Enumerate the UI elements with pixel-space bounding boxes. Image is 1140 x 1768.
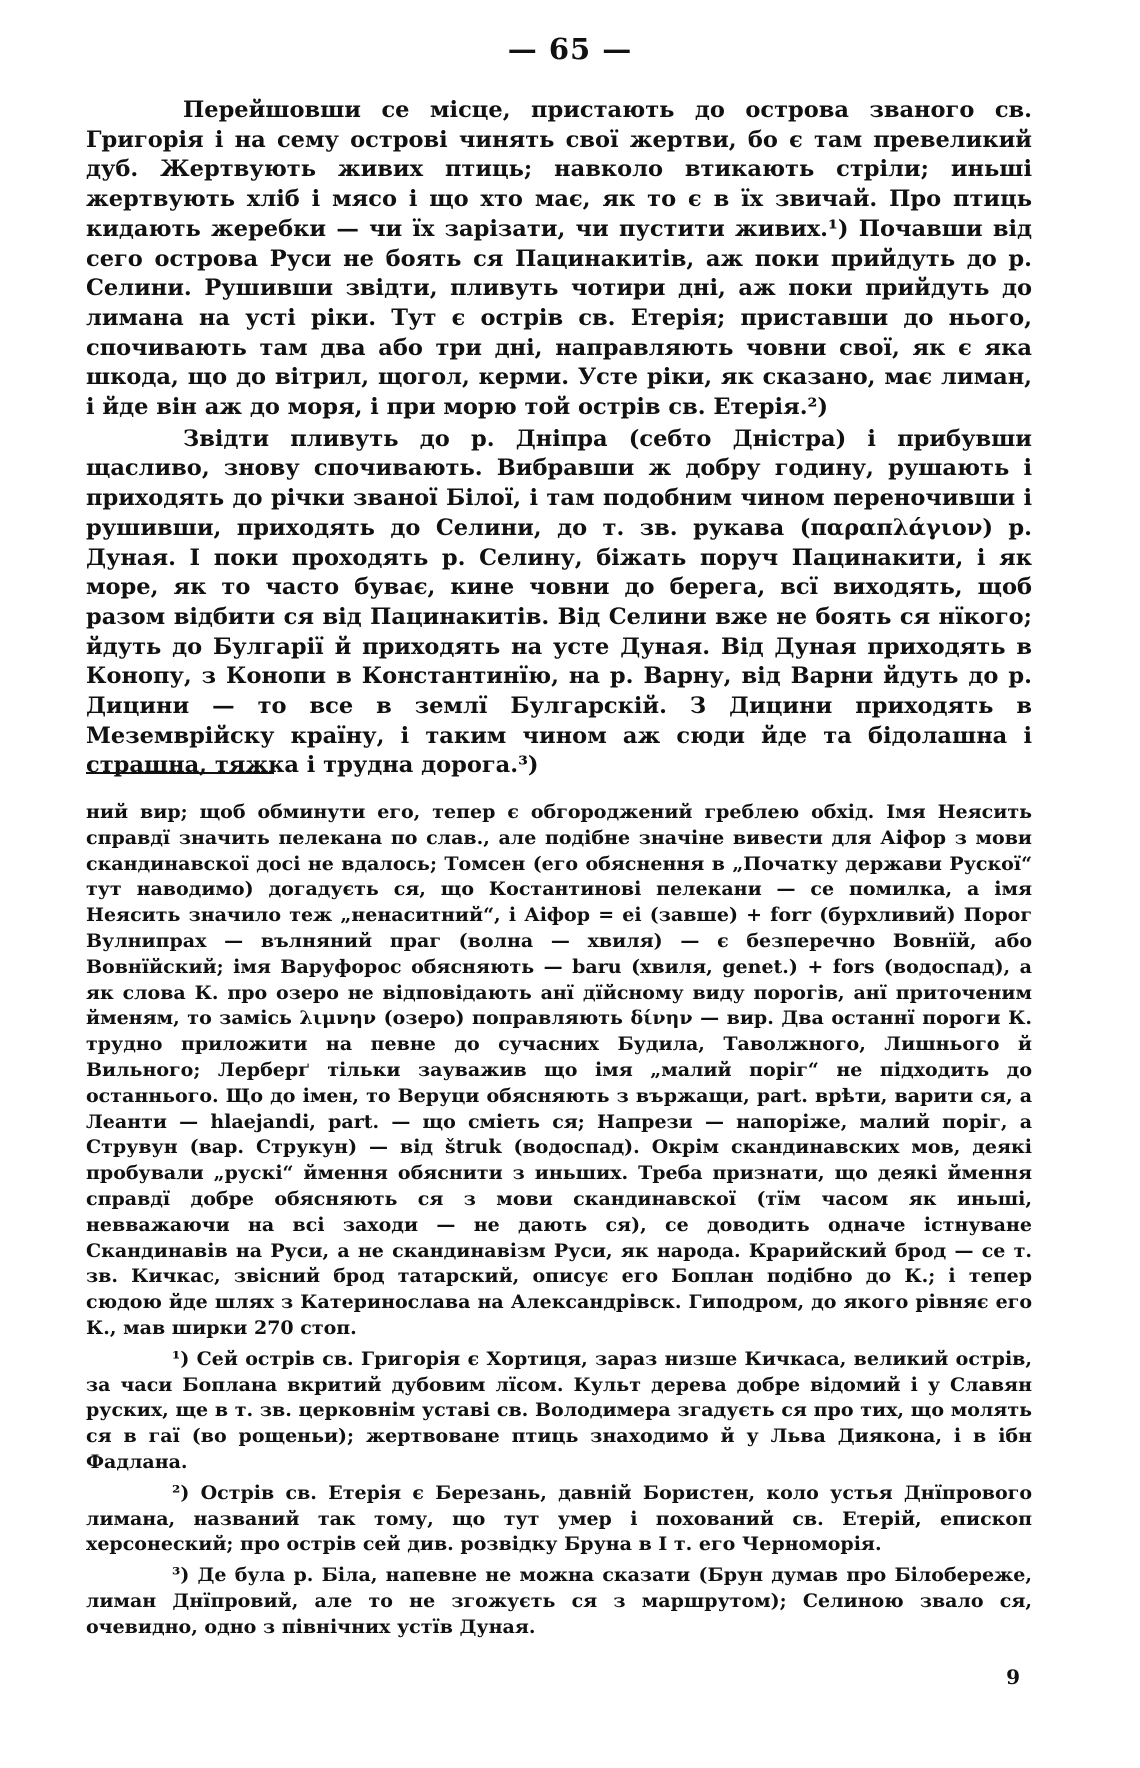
signature-mark: 9 xyxy=(1006,1665,1020,1689)
main-paragraph-1: Перейшовши се місце, пристають до острова званого св. Григорія і на сему острові чинять свої жертви, бо є там превеликий дуб. Жертвують живих птиць; навколо втикають стріли; иньші жертвують хліб і мясо і що хто має, як то є в їх звичай. Про птиць кидають жеребки — чи їх зарізати, чи пустити живих.¹) Почавши від сего острова Руси не боять ся Пацинакитів, аж поки прийдуть до р. Селини. Рушивши звідти, пливуть чотири дні, аж поки прийдуть до лимана на усті ріки. Тут є острів св. Етерія; приставши до нього, спочивають там два або три дні, направляють човни свої, як є яка шкода, що до вітрил, щогол, керми. Усте ріки, як сказано, має лиман, і йде він аж до моря, і при морю той острів св. Етерія.²) xyxy=(86,97,1032,421)
footnote-separator xyxy=(86,772,274,774)
footnote-2: ²) Острів св. Етерія є Березань, давній Бористен, коло устья Днїпрового лимана, названий так тому, що тут умер і похований св. Етерій, епископ херсонеский; про острів сей див. розвідку Бруна в І т. его Черноморія. xyxy=(86,1481,1032,1556)
footnote-1: ¹) Сей острів св. Григорія є Хортиця, зараз низше Кичкаса, великий острів, за часи Боплана вкритий дубовим лїсом. Культ дерева добре відомий і у Славян руских, ще в т. зв. церковнім уставі св. Володимера згадуєть ся про тих, що молять ся в гаї (во рощеньи); жертвоване птиць знаходимо й у Льва Диякона, і в ібн Фадлана. xyxy=(86,1347,1032,1473)
footnote-3: ³) Де була р. Біла, напевне не можна сказати (Брун думав про Білобереже, лиман Днїпровий, але то не згожуєть ся з маршрутом); Селиною звало ся, очевидно, одно з північних устїв Дуная. xyxy=(86,1564,1032,1638)
footnote-continuation: ний вир; щоб обминути его, тепер є обгороджений греблею обхід. Імя Неясить справдї значить пелекана по слав., але подібне значіне вивести для Аіфор з мови скандинавскої досі нe вдалось; Томсен (его обяснення в „Початку держави Рускої“ тут наводимо) догадуєть ся, що Костантинові пелекани — се помилка, а імя Неясить значило теж „ненаситний“, і Аіфор = ei (завше) + forr (бурхливий) Порог Вулнипрах — вълняний праг (волна — хвиля) — є безперечно Вовнїй, або Вовнїйский; імя Варуфорос обясняють — baru (хвиля, genet.) + fors (водоспад), а як слова К. про озеро не відповідають анї дїйсному виду порогів, анї приточеним йменям, то замісь λιμνην (озеро) поправляють δίνην — вир. Два останнї пороги К. трудно приложити на певне до сучасних Будила, Таволжного, Лишнього й Вильного; Лерберґ тільки зауважив що імя „малий поріг“ не підходить до останнього. Що до імен, то Веруци обясняють з вържащи, part. врѣти, варити ся, а Леанти — hlaejandi, part. — що сміеть ся; Напрези — напоріже, малий поріг, а Струвун (вар. Струкун) — від štruk (водоспад). Окрім скандинавских мов, деякі пробували „рускі“ ймення обяснити з иньших. Треба признати, що деякі ймення справдї добре обясняють ся з мови скандинавскої (тїм часом як иньші, невважаючи на всі заходи — не дають ся), се доводить одначе істнуване Скандинавів на Руси, а не скандинавізм Руси, як народа. Крарийский брод — се т. зв. Кичкас, звісний брод татарский, описує его Боплан подібно до К.; і тепер сюдою йде шлях з Катеринослава на Александрівск. Гиподром, до якого рівняє его К., мав ширки 270 стоп. xyxy=(86,801,1032,1339)
footnotes xyxy=(86,800,1032,1641)
main-paragraph-2: Звідти пливуть до р. Дніпра (себто Дністра) і прибувши щасливо, знову спочивають. Вибравши ж добру годину, рушають і приходять до річки званої Білої, і там подобним чином переночивши і рушивши, приходять до Селини, до т. зв. рукава (παραπλάγιον) р. Дуная. І поки проходять р. Селину, біжать поруч Пацинакити, і як море, як то часто буває, кине човни до берега, всї виходять, щоб разом відбити ся від Пацинакитів. Від Селини вже не боять ся нїкого; йдуть до Булгарії й приходять на усте Дуная. Від Дуная приходять в Конопу, з Конопи в Константинїю, на р. Варну, від Варни йдуть до р. Дицини — то все в землї Булгарскій. З Дицини приходять в Mеземврійску країну, і таким чином аж сюди йде та бідолашна і страшна, тяжка і трудна дорога.³) xyxy=(86,425,1032,779)
main-text xyxy=(86,96,1032,781)
page-number: — 65 — xyxy=(507,32,633,66)
